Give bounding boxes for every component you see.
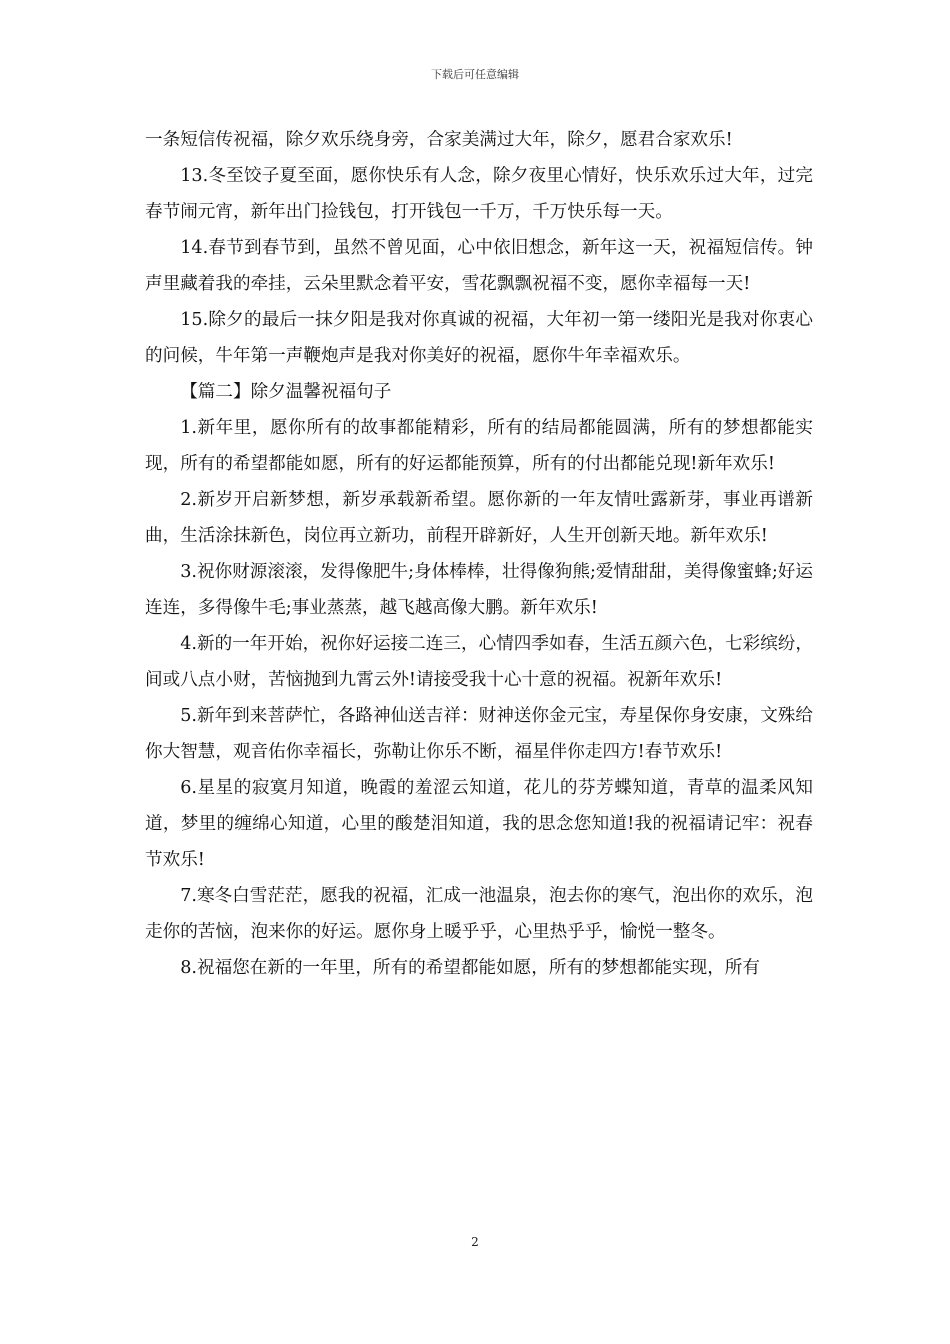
- page-number: 2: [471, 1235, 479, 1249]
- paragraph-3: 15.除夕的最后一抹夕阳是我对你真诚的祝福，大年初一第一缕阳光是我对你衷心的问候，牛年第一声鞭炮声是我对你美好的祝福，愿你牛年幸福欢乐。: [145, 310, 813, 366]
- paragraph-6: 2.新岁开启新梦想，新岁承载新希望。愿你新的一年友情吐露新芽，事业再谱新曲，生活涂抹新色，岗位再立新功，前程开辟新好，人生开创新天地。新年欢乐!: [145, 490, 813, 546]
- paragraph-11: 7.寒冬白雪茫茫，愿我的祝福，汇成一池温泉，泡去你的寒气，泡出你的欢乐，泡走你的苦恼，泡来你的好运。愿你身上暖乎乎，心里热乎乎，愉悦一整冬。: [145, 886, 813, 942]
- paragraph-9: 5.新年到来菩萨忙，各路神仙送吉祥：财神送你金元宝，寿星保你身安康，文殊给你大智慧，观音佑你幸福长，弥勒让你乐不断，福星伴你走四方!春节欢乐!: [145, 706, 813, 762]
- paragraph-2: 14.春节到春节到，虽然不曾见面，心中依旧想念，新年这一天，祝福短信传。钟声里藏着我的牵挂，云朵里默念着平安，雪花飘飘祝福不变，愿你幸福每一天!: [145, 238, 813, 294]
- paragraph-7: 3.祝你财源滚滚，发得像肥牛;身体棒棒，壮得像狗熊;爱情甜甜，美得像蜜蜂;好运连连，多得像牛毛;事业蒸蒸，越飞越高像大鹏。新年欢乐!: [145, 562, 813, 618]
- paragraph-1: 13.冬至饺子夏至面，愿你快乐有人念，除夕夜里心情好，快乐欢乐过大年，过完春节闹元宵，新年出门捡钱包，打开钱包一千万，千万快乐每一天。: [145, 166, 813, 222]
- section-heading: 【篇二】除夕温馨祝福句子: [180, 382, 392, 402]
- page-header: 下载后可任意编辑: [431, 68, 519, 81]
- paragraph-0: 一条短信传祝福，除夕欢乐绕身旁，合家美满过大年，除夕，愿君合家欢乐!: [145, 130, 733, 150]
- paragraph-10: 6.星星的寂寞月知道，晚霞的羞涩云知道，花儿的芬芳蝶知道，青草的温柔风知道，梦里的缠绵心知道，心里的酸楚泪知道，我的思念您知道!我的祝福请记牢：祝春节欢乐!: [145, 778, 813, 870]
- paragraph-12: 8.祝福您在新的一年里，所有的希望都能如愿，所有的梦想都能实现，所有: [180, 958, 760, 978]
- paragraph-8: 4.新的一年开始，祝你好运接二连三，心情四季如春，生活五颜六色，七彩缤纷，间或八点小财，苦恼抛到九霄云外!请接受我十心十意的祝福。祝新年欢乐!: [145, 634, 813, 690]
- document-body: [145, 122, 813, 986]
- paragraph-5: 1.新年里，愿你所有的故事都能精彩，所有的结局都能圆满，所有的梦想都能实现，所有的希望都能如愿，所有的好运都能预算，所有的付出都能兑现!新年欢乐!: [145, 418, 813, 474]
